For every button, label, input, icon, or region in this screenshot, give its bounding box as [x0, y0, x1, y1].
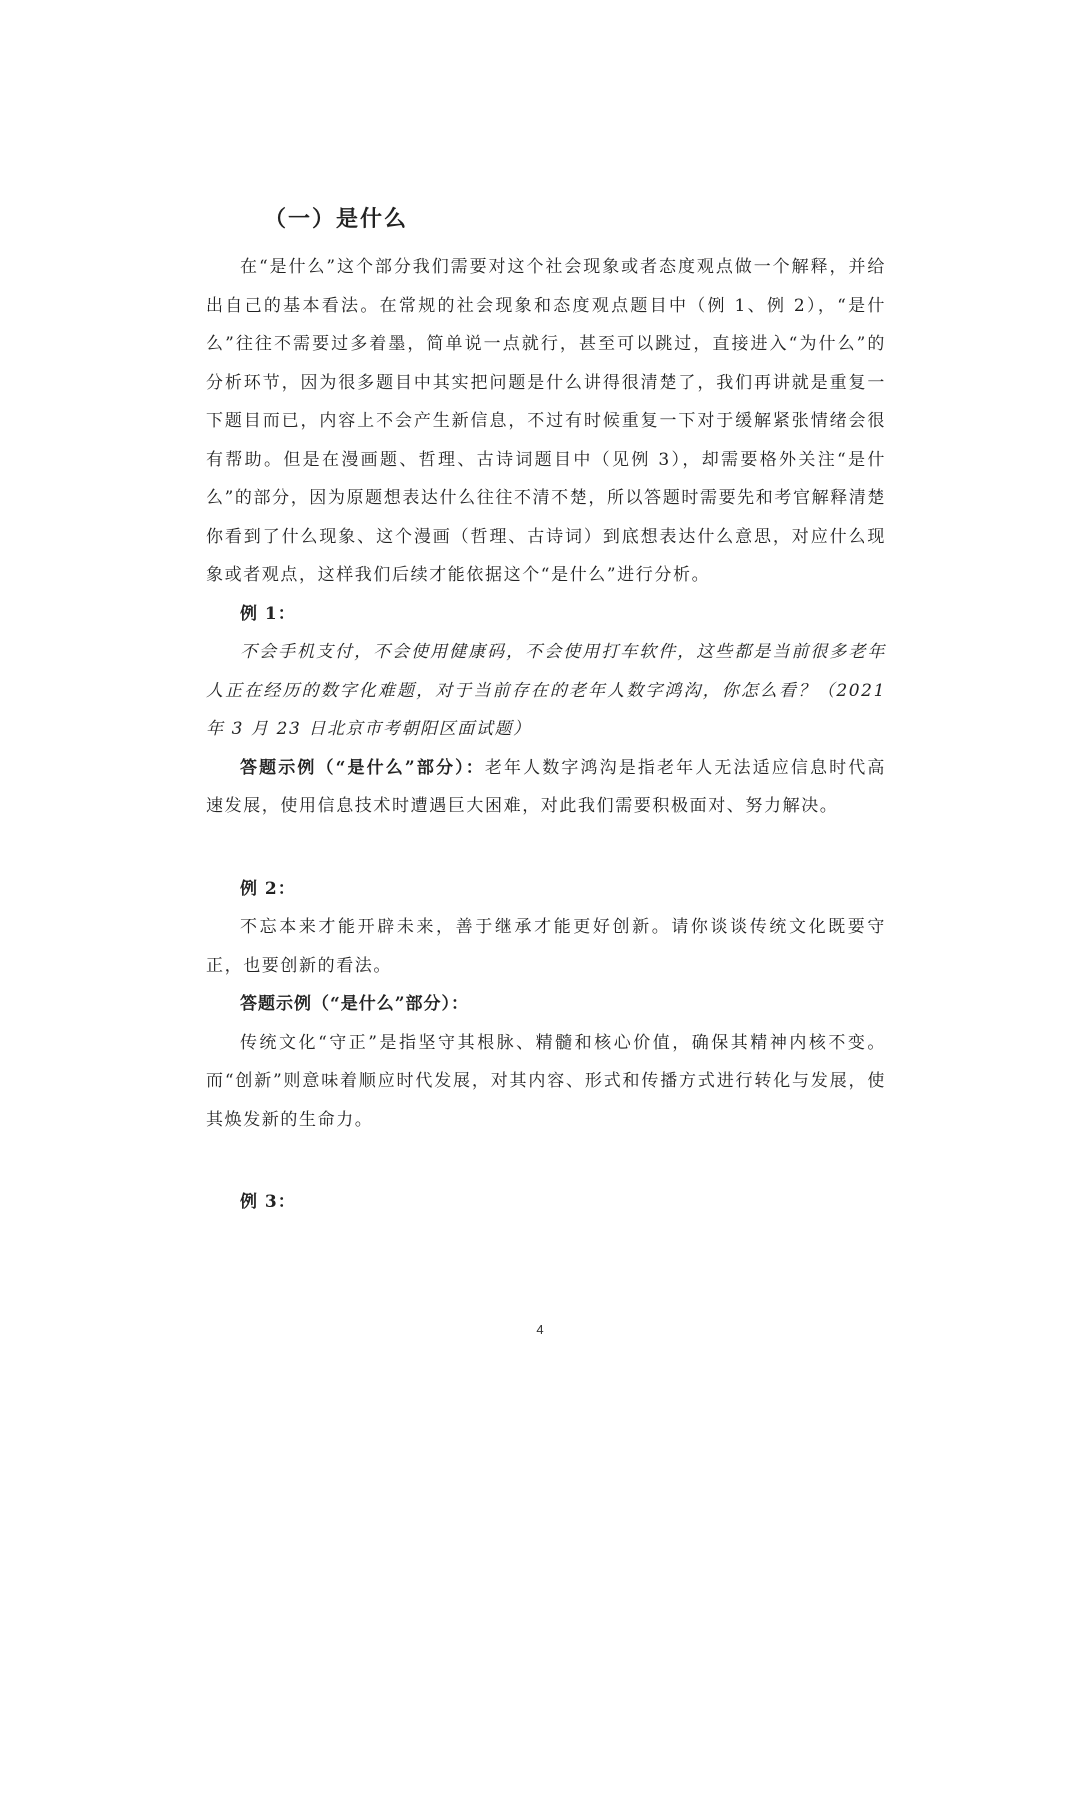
page-number: 4	[536, 1322, 544, 1337]
example-1-question: 不会手机支付，不会使用健康码，不会使用打车软件，这些都是当前很多老年人正在经历的数字化难题，对于当前存在的老年人数字鸿沟，你怎么看？（2021 年 3 月 23 日北京市考朝阳区面试题）	[206, 642, 886, 739]
spacer	[206, 1139, 886, 1183]
example-1-label: 例 1：	[240, 603, 296, 624]
example-2-answer: 传统文化“守正”是指坚守其根脉、精髓和核心价值，确保其精神内核不变。而“创新”则意味着顺应时代发展，对其内容、形式和传播方式进行转化与发展，使其焕发新的生命力。	[206, 1032, 886, 1130]
page-content	[206, 200, 886, 1222]
spacer	[206, 826, 886, 870]
example-1-answer	[206, 749, 886, 826]
example-1-answer-text: 老年人数字鸿沟是指老年人无法适应信息时代高速发展，使用信息技术时遭遇巨大困难，对此我们需要积极面对、努力解决。	[206, 757, 886, 816]
example-2-answer-label: 答题示例（“是什么”部分）：	[240, 994, 470, 1014]
example-3-label: 例 3：	[240, 1192, 296, 1212]
example-2-label: 例 2：	[240, 878, 296, 899]
intro-paragraph: 在“是什么”这个部分我们需要对这个社会现象或者态度观点做一个解释，并给出自己的基本看法。在常规的社会现象和态度观点题目中（例 1、例 2），“是什么”往往不需要过多着墨，简单说一点就行，甚至可以跳过，直接进入“为什么”的分析环节，因为很多题目中其实把问题是什么讲得很清楚了，我们再讲就是重复一下题目而已，内容上不会产生新信息，不过有时候重复一下对于缓解紧张情绪会很有帮助。但是在漫画题、哲理、古诗词题目中（见例 3），却需要格外关注“是什么”的部分，因为原题想表达什么往往不清不楚，所以答题时需要先和考官解释清楚你看到了什么现象、这个漫画（哲理、古诗词）到底想表达什么意思，对应什么现象或者观点，这样我们后续才能依据这个“是什么”进行分析。	[206, 257, 886, 585]
example-2-question: 不忘本来才能开辟未来，善于继承才能更好创新。请你谈谈传统文化既要守正，也要创新的看法。	[206, 917, 886, 976]
example-1-answer-label: 答题示例（“是什么”部分）：	[240, 757, 485, 778]
section-title: （一）是什么	[264, 206, 409, 232]
